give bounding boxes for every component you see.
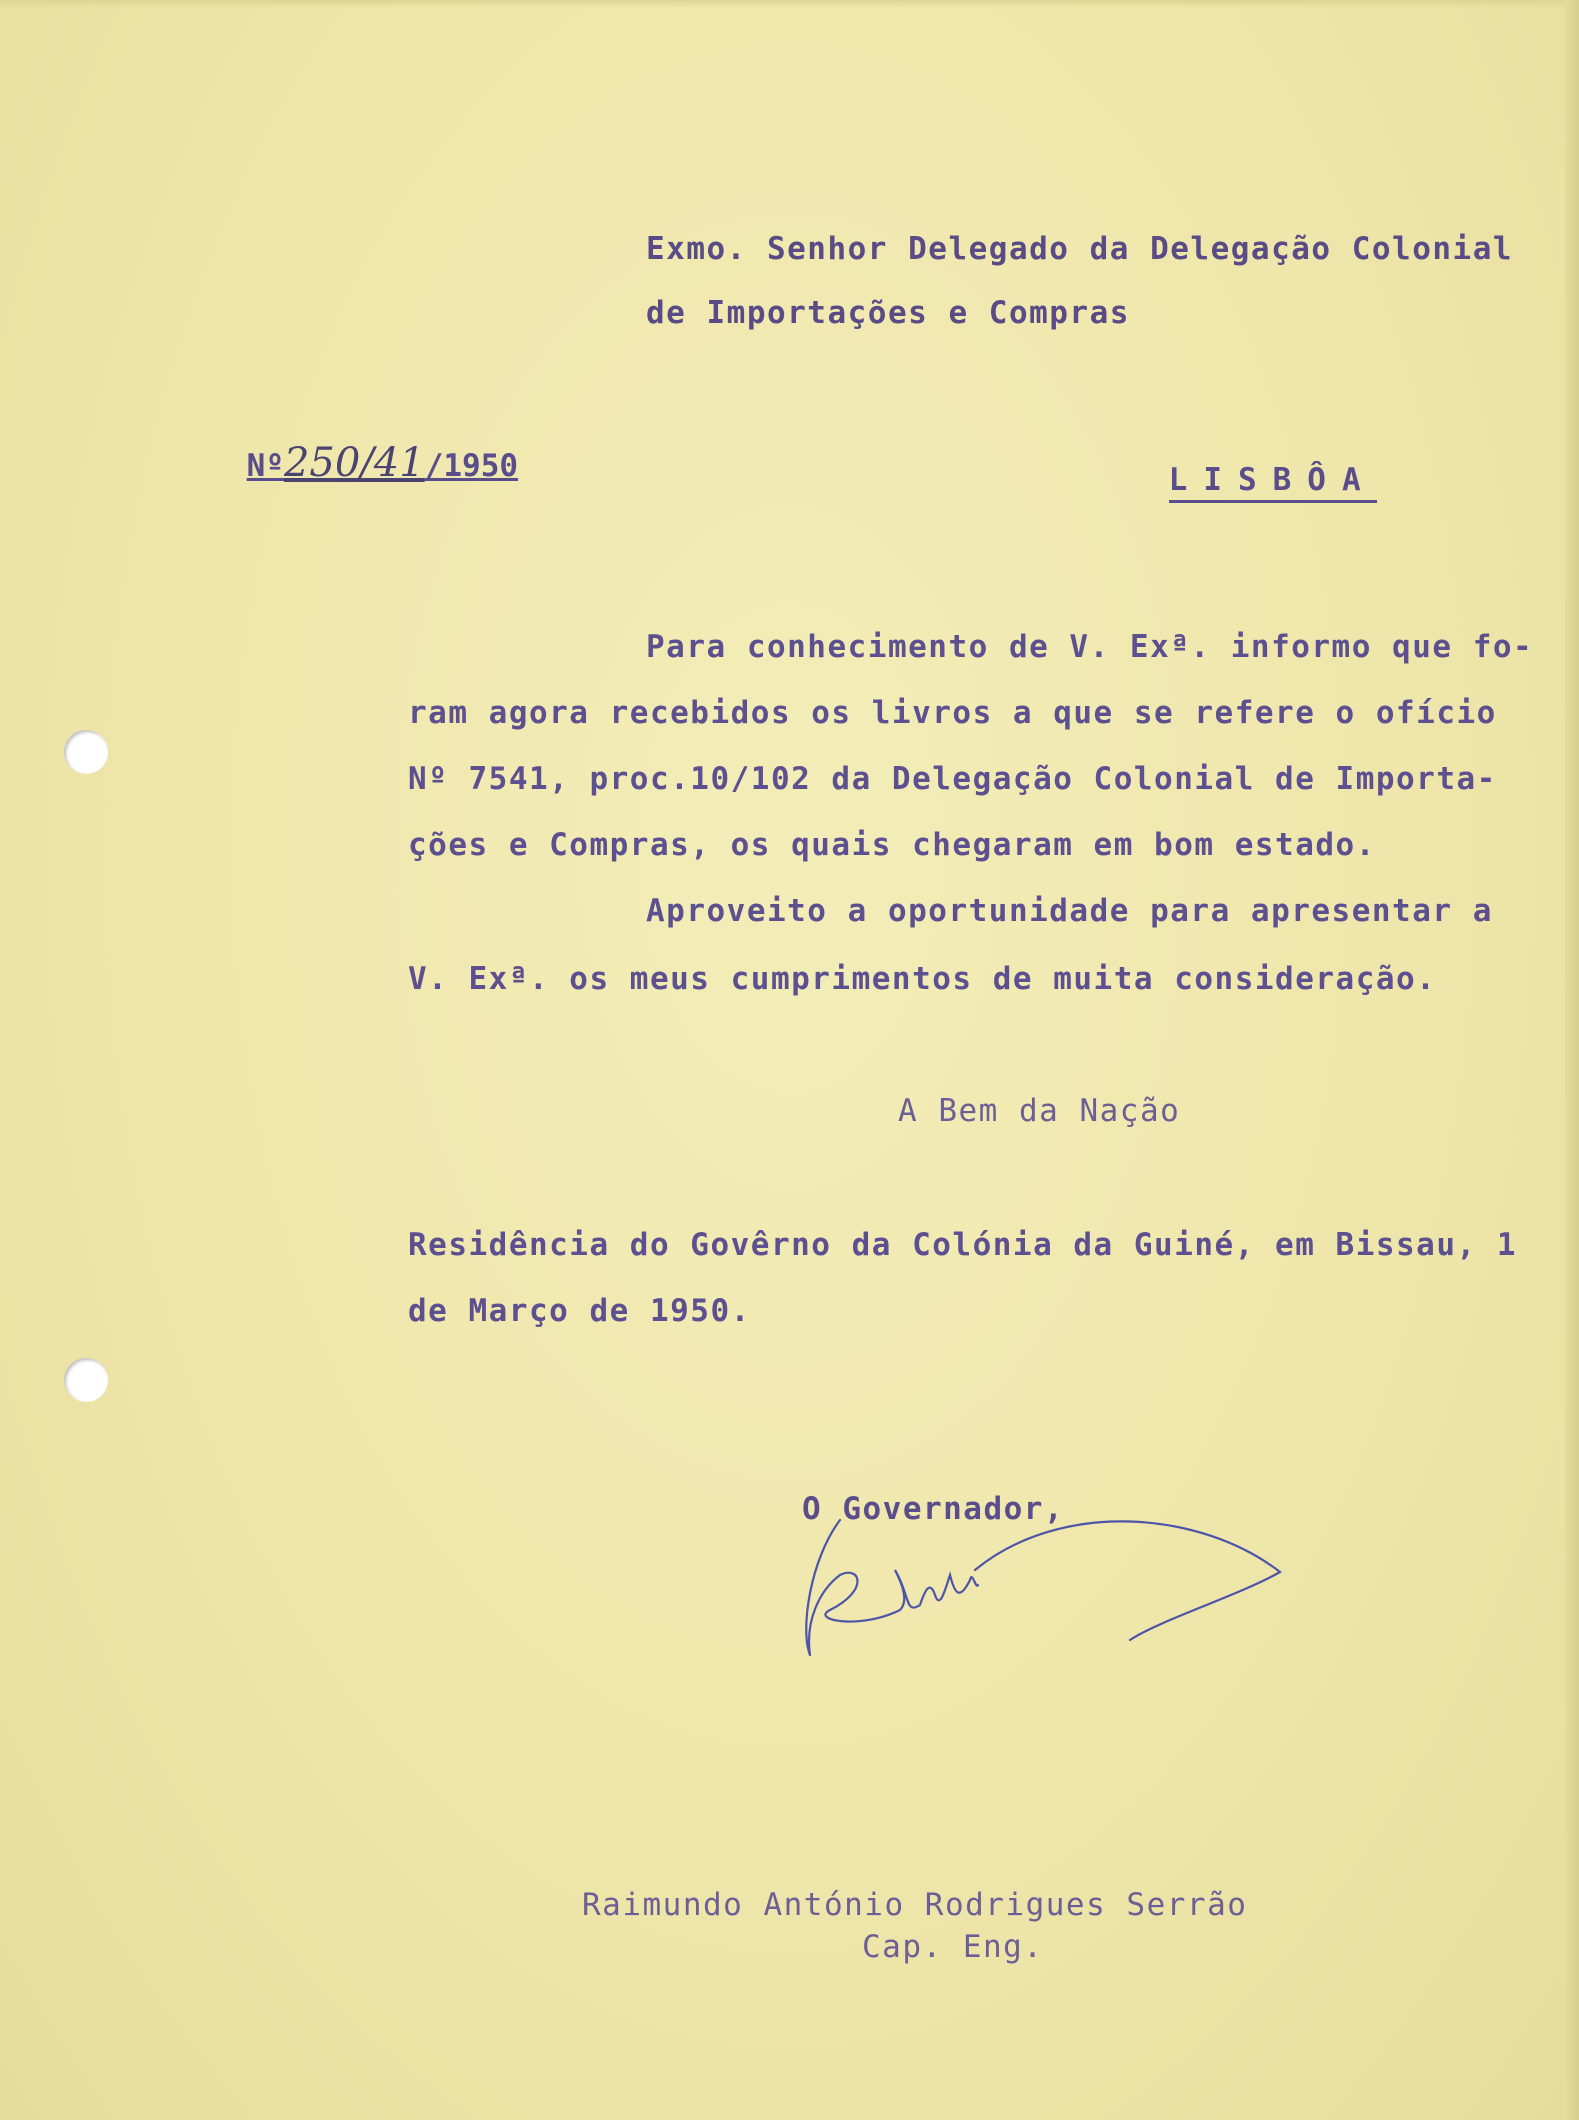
place-date-line-1: Residência do Govêrno da Colónia da Guiné, em Bissau, 1 <box>408 1227 1517 1263</box>
reference-handwritten: 250/41 <box>283 440 425 486</box>
punch-hole-icon <box>64 730 108 774</box>
paper-edge-right <box>1565 0 1579 2120</box>
city-heading <box>1088 434 1377 527</box>
signer-name: Raimundo António Rodrigues Serrão <box>582 1887 1248 1923</box>
reference-prefix: Nº <box>246 448 284 484</box>
place-date-line-2: de Março de 1950. <box>408 1293 751 1329</box>
addressee-line-1: Exmo. Senhor Delegado da Delegação Colonial <box>646 231 1514 267</box>
paragraph-1-line-1: Para conhecimento de V. Exª. informo que fo- <box>646 629 1534 665</box>
reference-number <box>172 404 518 522</box>
reference-year: /1950 <box>424 448 519 484</box>
paragraph-1-line-2: ram agora recebidos os livros a que se refere o ofício <box>408 695 1497 731</box>
addressee-line-2: de Importações e Compras <box>646 295 1130 331</box>
paragraph-1-line-4: ções e Compras, os quais chegaram em bom estado. <box>408 827 1376 863</box>
paper-edge-top <box>0 0 1579 8</box>
handwritten-signature-icon <box>800 1500 1300 1670</box>
paragraph-2-line-1: Aproveito a oportunidade para apresentar a <box>646 893 1493 929</box>
signer-title: O Governador, <box>802 1491 1065 1527</box>
closing-salutation: A Bem da Nação <box>898 1093 1181 1129</box>
paragraph-1-line-3: Nº 7541, proc.10/102 da Delegação Colonial de Importa- <box>408 761 1497 797</box>
punch-hole-icon <box>64 1358 108 1402</box>
signer-rank: Cap. Eng. <box>862 1929 1044 1965</box>
city-name: LISBÔA <box>1169 462 1377 503</box>
paragraph-2-line-2: V. Exª. os meus cumprimentos de muita consideração. <box>408 961 1437 997</box>
